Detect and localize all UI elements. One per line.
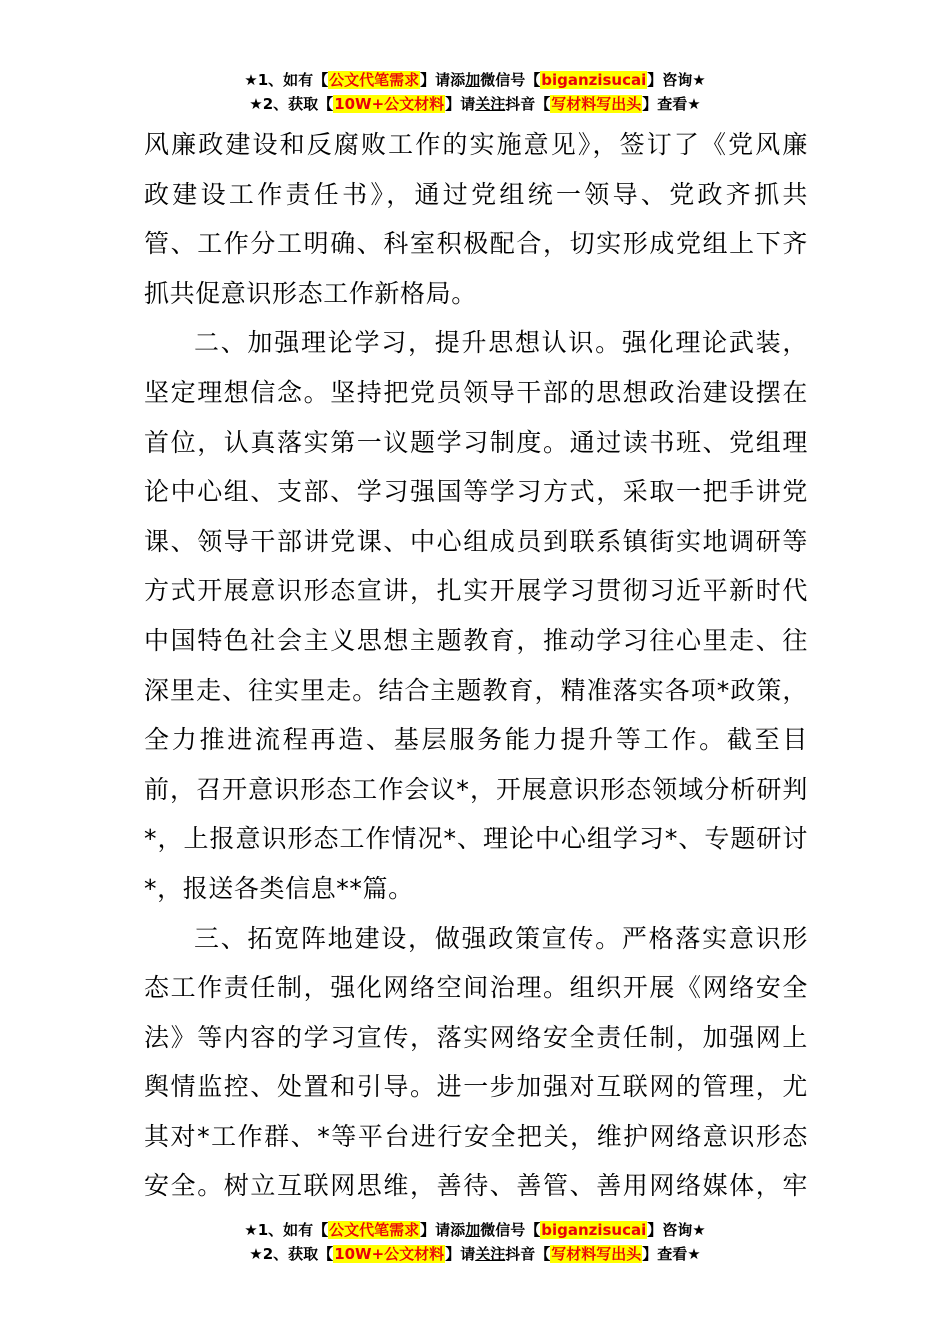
banner-text: 】请添 [420, 71, 466, 89]
banner-text: 微信号【 [480, 71, 541, 89]
body-line: *，上报意识形态工作情况*、理论中心组学习*、专题研讨 [144, 824, 808, 854]
banner-highlight: biganzisucai [541, 71, 647, 89]
banner-text: 】咨询★ [647, 71, 706, 89]
body-line: 法》等内容的学习宣传，落实网络安全责任制，加强网上 [144, 1022, 808, 1052]
body-line: 风廉政建设和反腐败工作的实施意见》，签订了《党风廉 [144, 130, 808, 159]
banner-highlight: 10W+公文材料 [334, 95, 445, 113]
body-line: 政建设工作责任书》，通过党组统一领导、党政齐抓共 [144, 179, 808, 209]
body-line: 安全。树立互联网思维，善待、善管、善用网络媒体，牢 [144, 1171, 808, 1201]
banner-text: 抖音【 [505, 95, 551, 113]
body-line: 课、领导干部讲党课、中心组成员到联系镇街实地调研等 [144, 526, 808, 556]
body-line: *，报送各类信息**篇。 [144, 873, 414, 903]
banner-text: 】请添 [420, 1221, 466, 1239]
banner-text: 】请 [445, 95, 476, 113]
section-heading-line: 三、拓宽阵地建设，做强政策宣传。严格落实意识形 [194, 923, 808, 953]
body-line: 深里走、往实里走。结合主题教育，精准落实各项*政策， [144, 675, 808, 705]
document-body [144, 120, 808, 1211]
body-line: 管、工作分工明确、科室积极配合，切实形成党组上下齐 [144, 229, 808, 259]
body-line: 首位，认真落实第一议题学习制度。通过读书班、党组理 [144, 427, 808, 457]
banner-line-2 [0, 92, 950, 116]
banner-line-1 [0, 68, 950, 92]
banner-highlight: 10W+公文材料 [334, 1245, 445, 1263]
banner-underlined-text: 关注 [475, 1245, 506, 1263]
banner-highlight: 写材料写出头 [551, 95, 642, 113]
banner-text: 】查看★ [642, 95, 701, 113]
banner-text: 抖音【 [505, 1245, 551, 1263]
banner-highlight: 写材料写出头 [551, 1245, 642, 1263]
banner-text: ★2、获取【 [249, 1245, 334, 1263]
banner-text: ★1、如有【 [244, 1221, 329, 1239]
body-line: 坚定理想信念。坚持把党员领导干部的思想政治建设摆在 [144, 377, 808, 407]
body-line: 中国特色社会主义思想主题教育，推动学习往心里走、往 [144, 625, 808, 655]
body-line: 方式开展意识形态宣讲，扎实开展学习贯彻习近平新时代 [144, 576, 808, 606]
banner-line-1 [0, 1218, 950, 1242]
body-line: 态工作责任制，强化网络空间治理。组织开展《网络安全 [144, 973, 808, 1003]
banner-text: ★2、获取【 [249, 95, 334, 113]
body-line: 前，召开意识形态工作会议*，开展意识形态领域分析研判 [144, 774, 808, 804]
body-line: 全力推进流程再造、基层服务能力提升等工作。截至目 [144, 725, 808, 755]
banner-text: ★1、如有【 [244, 71, 329, 89]
banner-highlight: biganzisucai [541, 1221, 647, 1239]
footer-banner [0, 1218, 950, 1266]
banner-highlight: 公文代笔需求 [329, 1221, 420, 1239]
header-banner [0, 68, 950, 116]
banner-line-2 [0, 1242, 950, 1266]
section-heading-line: 二、加强理论学习，提升思想认识。强化理论武装， [194, 328, 808, 358]
banner-text: 】咨询★ [647, 1221, 706, 1239]
banner-text: 】请 [445, 1245, 476, 1263]
banner-text: 】查看★ [642, 1245, 701, 1263]
banner-text: 微信号【 [480, 1221, 541, 1239]
body-line: 论中心组、支部、学习强国等学习方式，采取一把手讲党 [144, 477, 808, 507]
banner-underlined-text: 加 [465, 71, 481, 89]
body-line: 舆情监控、处置和引导。进一步加强对互联网的管理，尤 [144, 1072, 808, 1102]
body-line: 抓共促意识形态工作新格局。 [144, 278, 477, 308]
banner-underlined-text: 关注 [475, 95, 506, 113]
banner-underlined-text: 加 [465, 1221, 481, 1239]
body-line: 其对*工作群、*等平台进行安全把关，维护网络意识形态 [144, 1121, 808, 1151]
banner-highlight: 公文代笔需求 [329, 71, 420, 89]
